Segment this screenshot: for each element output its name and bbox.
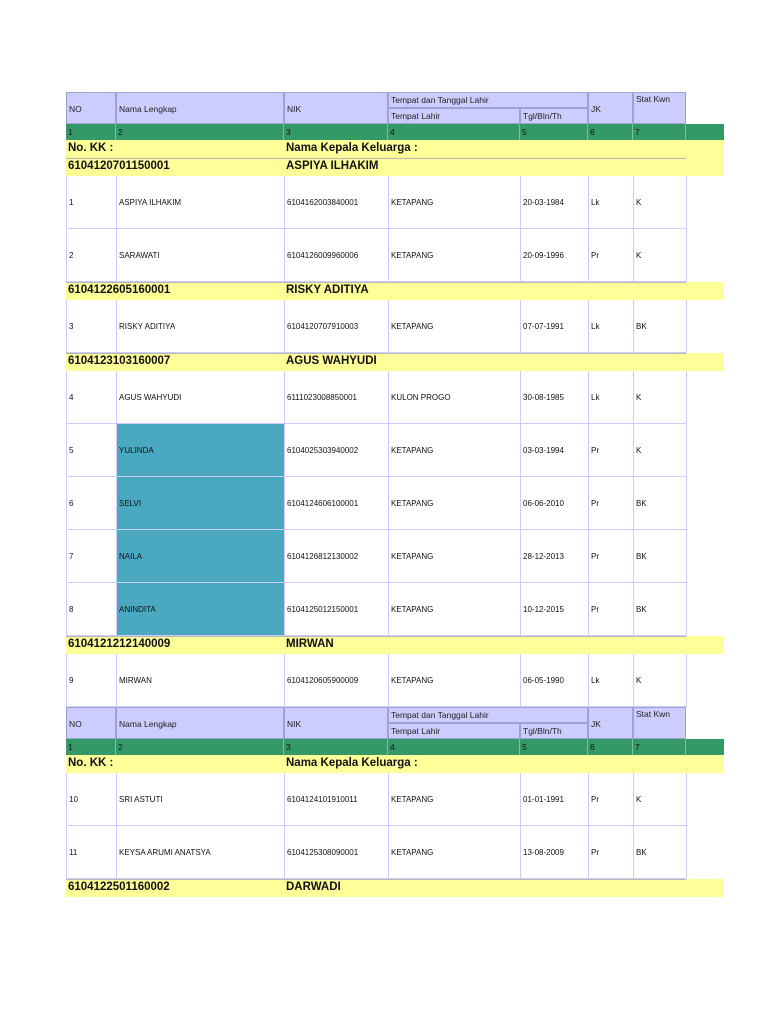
cell-nama: NAILA [117,530,285,583]
cell-nik: 6104120707910003 [285,300,389,353]
cell-tempat: KETAPANG [389,530,521,583]
cell-jk: Pr [589,477,634,530]
column-number: 6 [588,124,633,140]
cell-nik: 6104124606100001 [285,477,389,530]
column-header [66,92,724,124]
cell-jk: Pr [589,773,634,826]
header-jk: JK [588,707,633,739]
column-number: 7 [633,739,686,755]
cell-jk: Lk [589,176,634,229]
cell-jk: Pr [589,583,634,636]
column-number: 5 [520,124,588,140]
cell-stat: K [634,773,687,826]
table-row [66,371,724,424]
table-row [66,300,724,353]
kk-divider [66,158,686,159]
header-tempat: Tempat Lahir [388,723,520,739]
header-ttl: Tempat dan Tanggal Lahir [388,707,588,723]
cell-tempat: KETAPANG [389,583,521,636]
table-row [66,530,724,583]
cell-tgl: 20-09-1996 [521,229,589,282]
table-row [66,424,724,477]
cell-no: 1 [67,176,117,229]
cell-nik: 6104124101910011 [285,773,389,826]
cell-tempat: KETAPANG [389,229,521,282]
kk-label-row [66,755,724,773]
cell-tempat: KETAPANG [389,826,521,879]
column-number: 3 [284,739,388,755]
column-number: 2 [116,739,284,755]
cell-stat: K [634,371,687,424]
column-number: 7 [633,124,686,140]
cell-tgl: 10-12-2015 [521,583,589,636]
cell-nik: 6104162003840001 [285,176,389,229]
cell-no: 11 [67,826,117,879]
cell-nik: 6104025303940002 [285,424,389,477]
cell-tgl: 06-06-2010 [521,477,589,530]
kk-divider [66,636,686,637]
cell-tgl: 03-03-1994 [521,424,589,477]
cell-nik: 6104125012150001 [285,583,389,636]
cell-no: 3 [67,300,117,353]
column-number: 5 [520,739,588,755]
cell-nik: 6104125308090001 [285,826,389,879]
cell-nama: RISKY ADITIYA [117,300,285,353]
cell-tempat: KETAPANG [389,773,521,826]
header-ttl: Tempat dan Tanggal Lahir [388,92,588,108]
column-number: 1 [66,124,116,140]
cell-tgl: 01-01-1991 [521,773,589,826]
kk-row [66,353,724,371]
column-header [66,707,724,739]
column-number: 4 [388,124,520,140]
nama-kepala-label: Nama Kepala Keluarga : [286,757,418,769]
cell-jk: Lk [589,371,634,424]
kk-divider [66,282,686,283]
column-number-row [66,124,724,140]
cell-stat: K [634,424,687,477]
table-row [66,176,724,229]
cell-nik: 6104126812130002 [285,530,389,583]
cell-no: 10 [67,773,117,826]
cell-tgl: 06-05-1990 [521,654,589,707]
kk-number: 6104122501160002 [68,881,170,893]
kepala-keluarga: MIRWAN [286,638,334,650]
kk-number: 6104123103160007 [68,355,171,367]
no-kk-label: No. KK : [68,757,114,769]
cell-nama: ASPIYA ILHAKIM [117,176,285,229]
cell-no: 2 [67,229,117,282]
cell-tgl: 30-08-1985 [521,371,589,424]
header-stat: Stat Kwn [633,92,686,124]
cell-tempat: KETAPANG [389,176,521,229]
kk-row [66,158,724,176]
column-number: 2 [116,124,284,140]
cell-nama: ANINDITA [117,583,285,636]
header-tgl: Tgl/Bln/Th [520,723,588,739]
kk-label-row [66,140,724,158]
cell-nama: YULINDA [117,424,285,477]
kk-row [66,282,724,300]
kk-row [66,636,724,654]
column-number: 4 [388,739,520,755]
cell-jk: Pr [589,530,634,583]
cell-nik: 6111023008850001 [285,371,389,424]
table-row [66,773,724,826]
table-row [66,477,724,530]
cell-stat: K [634,229,687,282]
kepala-keluarga: RISKY ADITIYA [286,284,369,296]
cell-jk: Lk [589,654,634,707]
header-tgl: Tgl/Bln/Th [520,108,588,124]
cell-tgl: 07-07-1991 [521,300,589,353]
cell-tempat: KETAPANG [389,654,521,707]
cell-tgl: 20-03-1984 [521,176,589,229]
kepala-keluarga: DARWADI [286,881,341,893]
column-number: 3 [284,124,388,140]
kk-number: 6104121212140009 [68,638,171,650]
column-number: 1 [66,739,116,755]
cell-no: 5 [67,424,117,477]
cell-no: 6 [67,477,117,530]
cell-nama: KEYSA ARUMI ANATSYA [117,826,285,879]
cell-tgl: 28-12-2013 [521,530,589,583]
cell-nama: SELVI [117,477,285,530]
cell-no: 9 [67,654,117,707]
header-no: NO [66,92,116,124]
cell-no: 7 [67,530,117,583]
cell-tgl: 13-08-2009 [521,826,589,879]
header-nama: Nama Lengkap [116,707,284,739]
cell-stat: BK [634,477,687,530]
cell-nama: MIRWAN [117,654,285,707]
cell-jk: Pr [589,229,634,282]
header-nama: Nama Lengkap [116,92,284,124]
column-number: 6 [588,739,633,755]
cell-tempat: KULON PROGO [389,371,521,424]
table-row [66,826,724,879]
cell-nama: SARAWATI [117,229,285,282]
nama-kepala-label: Nama Kepala Keluarga : [286,142,418,154]
cell-stat: BK [634,826,687,879]
cell-stat: K [634,176,687,229]
cell-no: 4 [67,371,117,424]
header-tempat: Tempat Lahir [388,108,520,124]
cell-tempat: KETAPANG [389,477,521,530]
cell-nik: 6104126009960006 [285,229,389,282]
cell-tempat: KETAPANG [389,300,521,353]
header-nik: NIK [284,707,388,739]
cell-stat: BK [634,583,687,636]
header-nik: NIK [284,92,388,124]
kepala-keluarga: AGUS WAHYUDI [286,355,377,367]
cell-jk: Lk [589,300,634,353]
cell-stat: BK [634,530,687,583]
kk-divider [66,879,686,880]
cell-jk: Pr [589,424,634,477]
header-stat: Stat Kwn [633,707,686,739]
table-row [66,654,724,707]
header-no: NO [66,707,116,739]
cell-nik: 6104120605900009 [285,654,389,707]
family-register-sheet [66,92,724,897]
header-jk: JK [588,92,633,124]
kk-number: 6104120701150001 [68,160,170,172]
cell-stat: K [634,654,687,707]
cell-nama: SRI ASTUTI [117,773,285,826]
table-row [66,229,724,282]
no-kk-label: No. KK : [68,142,114,154]
cell-stat: BK [634,300,687,353]
cell-tempat: KETAPANG [389,424,521,477]
cell-nama: AGUS WAHYUDI [117,371,285,424]
table-row [66,583,724,636]
kk-row [66,879,724,897]
cell-no: 8 [67,583,117,636]
kepala-keluarga: ASPIYA ILHAKIM [286,160,379,172]
cell-jk: Pr [589,826,634,879]
kk-divider [66,353,686,354]
column-number-row [66,739,724,755]
kk-number: 6104122605160001 [68,284,171,296]
